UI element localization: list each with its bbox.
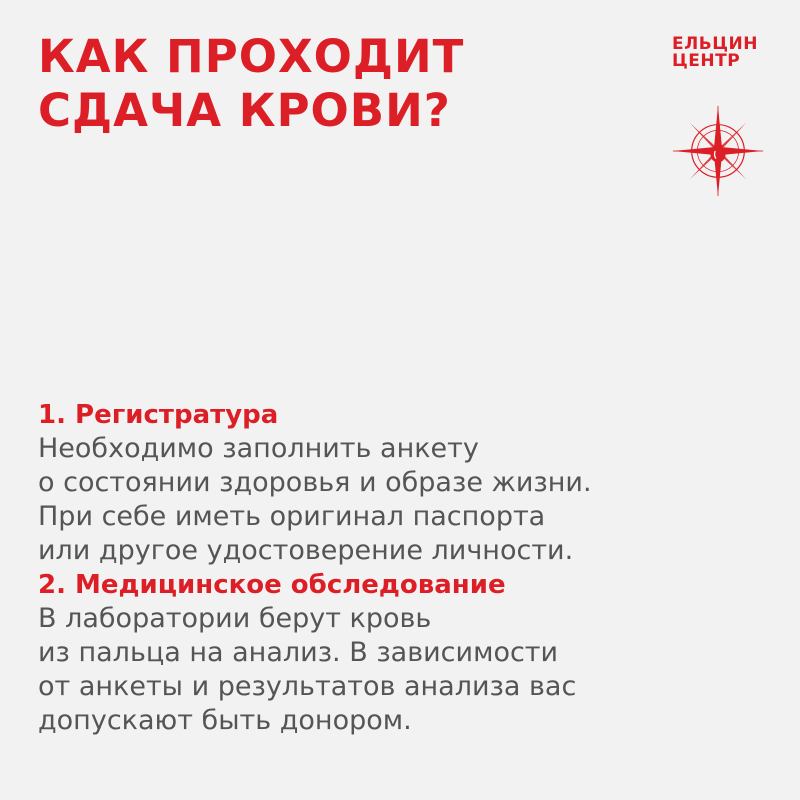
page-title-line-1: КАК ПРОХОДИТ	[38, 30, 465, 83]
step-text-line: о состоянии здоровья и образе жизни.	[38, 467, 592, 498]
yeltsin-center-logo	[672, 36, 758, 70]
step-title: 2. Медицинское обследование	[38, 570, 506, 600]
step-text-line: При себе иметь оригинал паспорта	[38, 501, 546, 532]
blood-drop-compass-icon	[671, 104, 765, 198]
page-title	[38, 30, 464, 138]
logo-line-2: ЦЕНТР	[672, 51, 741, 71]
step-title: 1. Регистратура	[38, 400, 279, 430]
step-text-line: или другое удостоверение личности.	[38, 535, 574, 566]
step-registration	[38, 398, 778, 568]
step-text-line: допускают быть донором.	[38, 705, 412, 736]
step-text-line: от анкеты и результатов анализа вас	[38, 671, 577, 702]
logo-line-1: ЕЛЬЦИН	[672, 34, 758, 54]
steps-list	[38, 398, 778, 738]
page-title-line-2: СДАЧА КРОВИ?	[38, 84, 451, 137]
step-text-line: Необходимо заполнить анкету	[38, 433, 479, 464]
step-text-line: из пальца на анализ. В зависимости	[38, 637, 559, 668]
step-text-line: В лаборатории берут кровь	[38, 603, 432, 634]
step-medical-exam	[38, 568, 778, 738]
